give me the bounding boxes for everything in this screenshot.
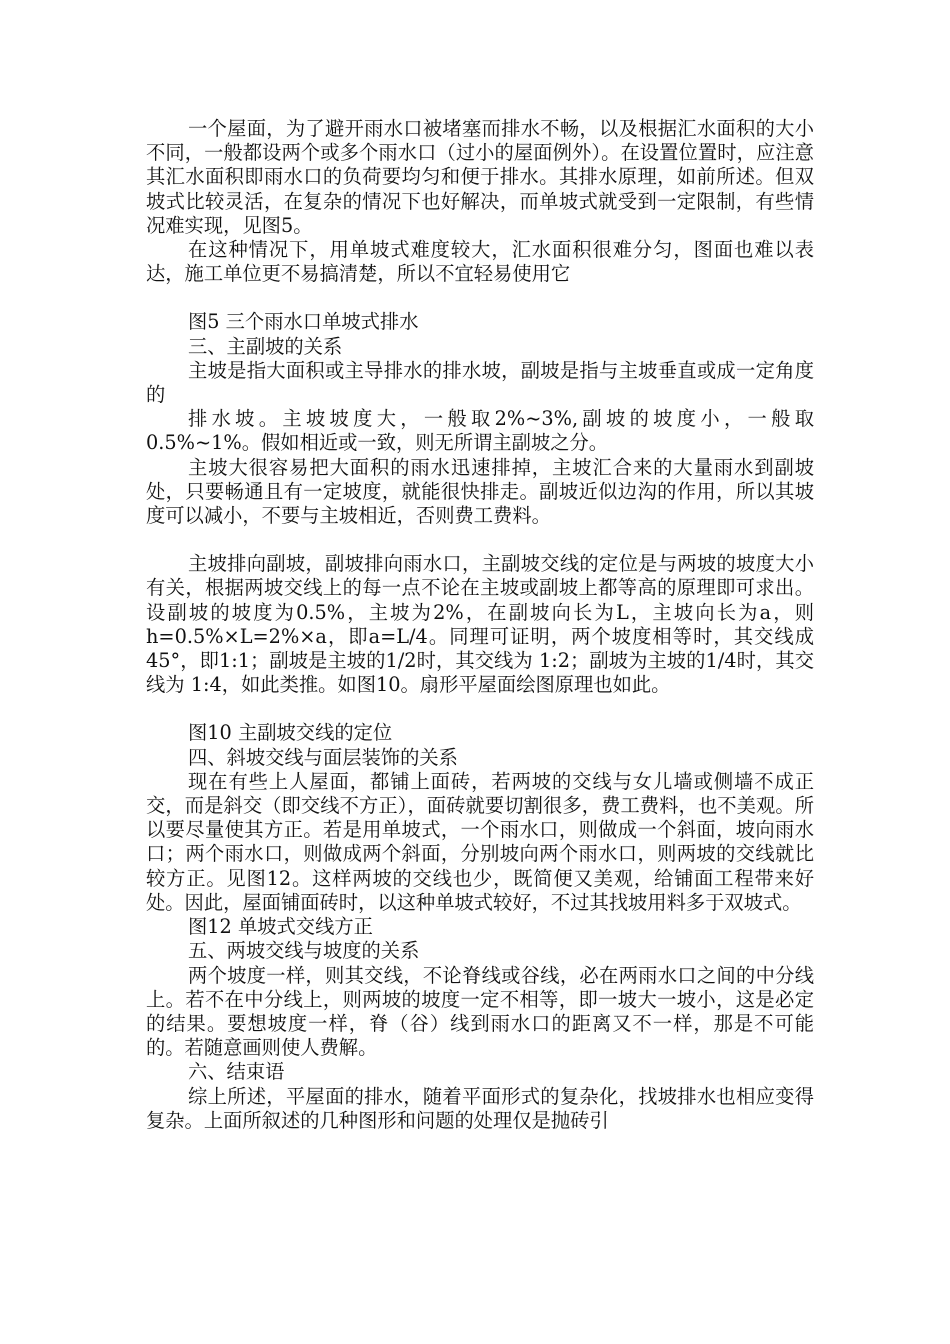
paragraph-conclusion: 综上所述，平屋面的排水，随着平面形式的复杂化，找坡排水也相应变得复杂。上面所叙述的几种图形和问题的处理仅是抛砖引 — [146, 1084, 814, 1132]
paragraph-main-slope-definition: 主坡是指大面积或主导排水的排水坡，副坡是指与主坡垂直或成一定角度的 — [146, 358, 814, 407]
spacer — [146, 528, 814, 552]
section-heading-5: 五、两坡交线与坡度的关系 — [188, 939, 420, 963]
paragraph-tile-decoration: 现在有些上人屋面，都铺上面砖，若两坡的交线与女儿墙或侧墙不成正交，而是斜交（即交线不方正），面砖就要切割很多，费工费料，也不美观。所以要尽量使其方正。若是用单坡式，一个雨水口，则做成一个斜面，坡向雨水口；两个雨水口，则做成两个斜面，分别坡向两个雨水口，则两坡的交线就比较方正。见图12。这样两坡的交线也少，既简便又美观，给铺面工程带来好处。因此，屋面铺面砖时，以这种单坡式较好，不过其找坡用料多于双坡式。 — [146, 769, 814, 914]
section-heading-3: 三、主副坡的关系 — [188, 334, 343, 358]
section-heading-6: 六、结束语 — [188, 1060, 285, 1084]
paragraph-slope-values: 排水坡。主坡坡度大，一般取2%~3%,副坡的坡度小，一般取0.5%~1%。假如相近或一致，则无所谓主副坡之分。 — [146, 407, 814, 455]
paragraph-single-slope-difficulty: 在这种情况下，用单坡式难度较大，汇水面积很难分匀，图面也难以表达，施工单位更不易搞清楚，所以不宜轻易使用它 — [146, 238, 814, 286]
figure-caption-5: 图5 三个雨水口单坡式排水 — [188, 310, 419, 334]
paragraph-secondary-slope-role: 主坡大很容易把大面积的雨水迅速排掉，主坡汇合来的大量雨水到副坡处，只要畅通且有一定坡度，就能很快排走。副坡近似边沟的作用，所以其坡度可以减小，不要与主坡相近，否则费工费料。 — [146, 455, 814, 528]
section-heading-4: 四、斜坡交线与面层装饰的关系 — [188, 745, 458, 769]
document-body — [146, 117, 814, 1133]
figure-caption-10: 图10 主副坡交线的定位 — [188, 721, 393, 745]
paragraph-equal-slopes: 两个坡度一样，则其交线，不论脊线或谷线，必在两雨水口之间的中分线上。若不在中分线上，则两坡的坡度一定不相等，即一坡大一坡小，这是必定的结果。要想坡度一样，脊（谷）线到雨水口的距离又不一样，那是不可能的。若随意画则使人费解。 — [146, 963, 814, 1060]
paragraph-intersection-positioning: 主坡排向副坡，副坡排向雨水口，主副坡交线的定位是与两坡的坡度大小有关，根据两坡交线上的每一点不论在主坡或副坡上都等高的原理即可求出。设副坡的坡度为0.5%，主坡为2%，在副坡向长为L，主坡向长为a，则h=0.5%×L=2%×a，即a=L/4。同理可证明，两个坡度相等时，其交线成45°，即1:1；副坡是主坡的1/2时，其交线为 1:2；副坡为主坡的1/4时，其交线为 1:4，如此类推。如图10。扇形平屋面绘图原理也如此。 — [146, 552, 814, 697]
spacer — [146, 286, 814, 310]
spacer — [146, 697, 814, 721]
figure-caption-12: 图12 单坡式交线方正 — [188, 915, 373, 939]
paragraph-drainage-outlets: 一个屋面，为了避开雨水口被堵塞而排水不畅，以及根据汇水面积的大小不同，一般都设两个或多个雨水口（过小的屋面例外）。在设置位置时，应注意其汇水面积即雨水口的负荷要均匀和便于排水。其排水原理，如前所述。但双坡式比较灵活，在复杂的情况下也好解决，而单坡式就受到一定限制，有些情况难实现，见图5。 — [146, 117, 814, 237]
